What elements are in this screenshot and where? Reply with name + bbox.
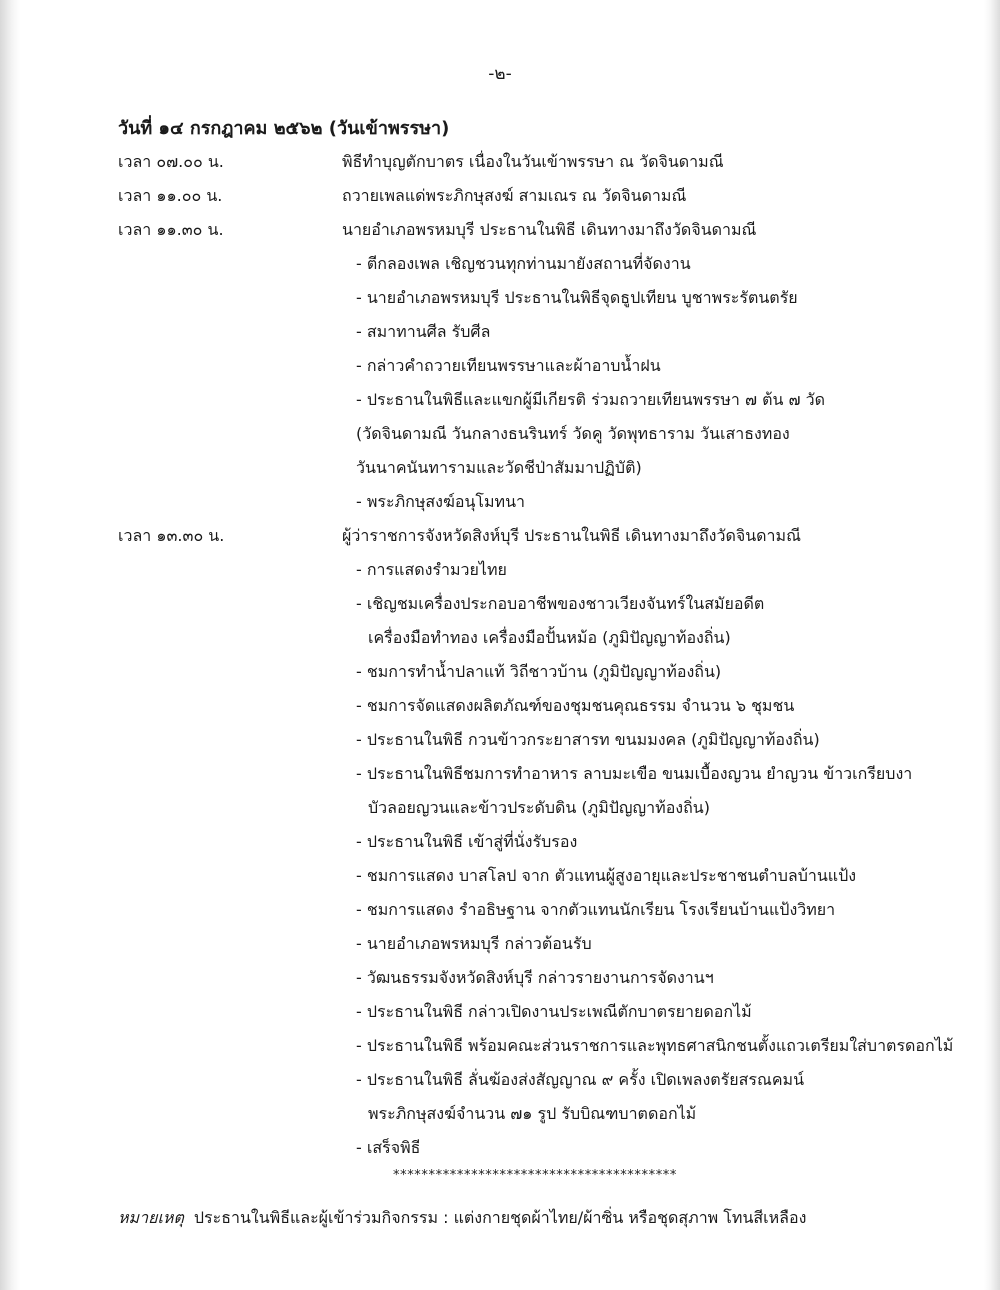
- schedule-detail: ผู้ว่าราชการจังหวัดสิงห์บุรี ประธานในพิธี เดินทางมาถึงวัดจินดามณี: [342, 526, 801, 545]
- list-item: [0, 592, 1000, 622]
- activity-text: - ประธานในพิธี ลั่นฆ้องส่งสัญญาณ ๙ ครั้ง เปิดเพลงตรัยสรณคมน์: [356, 1070, 804, 1089]
- list-item-continuation: [0, 796, 1000, 826]
- list-item: [0, 830, 1000, 860]
- list-item: [0, 320, 1000, 350]
- activity-text: - ประธานในพิธี เข้าสู่ที่นั่งรับรอง: [356, 832, 578, 851]
- schedule-time: เวลา ๑๑.๐๐ น.: [118, 186, 223, 205]
- list-item: [0, 1034, 1000, 1064]
- activity-text: - เสร็จพิธี: [356, 1138, 421, 1157]
- activity-text: วันนาคนันทารามและวัดชีป่าสัมมาปฏิบัติ): [356, 458, 642, 477]
- list-item: [0, 252, 1000, 282]
- activity-text: - การแสดงรำมวยไทย: [356, 560, 507, 579]
- footnote: [118, 1206, 806, 1231]
- list-item: [0, 898, 1000, 928]
- list-item-continuation: [0, 1102, 1000, 1132]
- schedule-detail: ถวายเพลแด่พระภิกษุสงฆ์ สามเณร ณ วัดจินดามณี: [342, 186, 687, 205]
- schedule-entry: [0, 218, 1000, 248]
- activity-text: - ชมการแสดง บาสโลป จาก ตัวแทนผู้สูงอายุและประชาชนตำบลบ้านแป้ง: [356, 866, 857, 885]
- list-item: [0, 694, 1000, 724]
- list-item-continuation: [0, 456, 1000, 486]
- activity-text: พระภิกษุสงฆ์จำนวน ๗๑ รูป รับบิณฑบาตดอกไม้: [368, 1104, 697, 1123]
- page-number: -๒-: [488, 64, 512, 84]
- activity-text: - กล่าวคำถวายเทียนพรรษาและผ้าอาบน้ำฝน: [356, 356, 661, 375]
- activity-text: - ประธานในพิธีชมการทำอาหาร ลาบมะเขือ ขนมเบื้องญวน ยำญวน ข้าวเกรียบงา: [356, 764, 913, 783]
- list-item: [0, 932, 1000, 962]
- list-item: [0, 1136, 1000, 1166]
- activity-text: - นายอำเภอพรหมบุรี กล่าวต้อนรับ: [356, 934, 592, 953]
- activity-text: (วัดจินดามณี วันกลางธนรินทร์ วัดคู วัดพุทธาราม วันเสาธงทอง: [356, 424, 790, 443]
- list-item: [0, 388, 1000, 418]
- list-item: [0, 558, 1000, 588]
- schedule-time: เวลา ๑๓.๓๐ น.: [118, 526, 225, 545]
- activity-text: - ประธานในพิธี กล่าวเปิดงานประเพณีตักบาตรยายดอกไม้: [356, 1002, 752, 1021]
- schedule-entry: [0, 184, 1000, 214]
- activity-text: - ชมการทำน้ำปลาแท้ วิถีชาวบ้าน (ภูมิปัญญาท้องถิ่น): [356, 662, 722, 681]
- list-item: [0, 864, 1000, 894]
- activity-text: - นายอำเภอพรหมบุรี ประธานในพิธีจุดธูปเทียน บูชาพระรัตนตรัย: [356, 288, 798, 307]
- schedule-entry: [0, 524, 1000, 554]
- schedule-time: เวลา ๐๗.๐๐ น.: [118, 152, 224, 171]
- list-item: [0, 1000, 1000, 1030]
- activity-text: เครื่องมือทำทอง เครื่องมือปั้นหม้อ (ภูมิปัญญาท้องถิ่น): [368, 628, 731, 647]
- activity-text: - สมาทานศีล รับศีล: [356, 322, 491, 341]
- activity-text: บัวลอยญวนและข้าวประดับดิน (ภูมิปัญญาท้องถิ่น): [368, 798, 710, 817]
- activity-text: - ประธานในพิธีและแขกผู้มีเกียรติ ร่วมถวายเทียนพรรษา ๗ ต้น ๗ วัด: [356, 390, 825, 409]
- page-title: วันที่ ๑๔ กรกฎาคม ๒๕๖๒ (วันเข้าพรรษา): [118, 118, 450, 139]
- activity-text: - ประธานในพิธี พร้อมคณะส่วนราชการและพุทธศาสนิกชนตั้งแถวเตรียมใส่บาตรดอกไม้: [356, 1036, 954, 1055]
- list-item-continuation: [0, 626, 1000, 656]
- list-item: [0, 354, 1000, 384]
- schedule-detail: นายอำเภอพรหมบุรี ประธานในพิธี เดินทางมาถึงวัดจินดามณี: [342, 220, 757, 239]
- list-item-continuation: [0, 422, 1000, 452]
- list-item: [0, 286, 1000, 316]
- list-item: [0, 1068, 1000, 1098]
- activity-text: - ชมการจัดแสดงผลิตภัณฑ์ของชุมชนคุณธรรม จำนวน ๖ ชุมชน: [356, 696, 795, 715]
- list-item: [0, 966, 1000, 996]
- activity-text: - ประธานในพิธี กวนข้าวกระยาสารท ขนมมงคล (ภูมิปัญญาท้องถิ่น): [356, 730, 820, 749]
- list-item: [0, 762, 1000, 792]
- activity-text: - ตีกลองเพล เชิญชวนทุกท่านมายังสถานที่จัดงาน: [356, 254, 691, 273]
- schedule-detail: พิธีทำบุญตักบาตร เนื่องในวันเข้าพรรษา ณ วัดจินดามณี: [342, 152, 724, 171]
- activity-text: - พระภิกษุสงฆ์อนุโมทนา: [356, 492, 525, 511]
- schedule-time: เวลา ๑๑.๓๐ น.: [118, 220, 224, 239]
- list-item: [0, 490, 1000, 520]
- activity-text: - เชิญชมเครื่องประกอบอาชีพของชาวเวียงจันทร์ในสมัยอดีต: [356, 594, 765, 613]
- list-item: [0, 660, 1000, 690]
- schedule-entry: [0, 150, 1000, 180]
- activity-text: - วัฒนธรรมจังหวัดสิงห์บุรี กล่าวรายงานการจัดงานฯ: [356, 968, 714, 987]
- activity-text: - ชมการแสดง รำอธิษฐาน จากตัวแทนนักเรียน โรงเรียนบ้านแป้งวิทยา: [356, 900, 836, 919]
- list-item: [0, 728, 1000, 758]
- separator-line: ****************************************: [393, 1168, 677, 1183]
- footnote-label: หมายเหตุ: [118, 1208, 184, 1227]
- footnote-text: ประธานในพิธีและผู้เข้าร่วมกิจกรรม : แต่งกายชุดผ้าไทย/ผ้าซิ่น หรือชุดสุภาพ โทนสีเหลือง: [193, 1208, 807, 1227]
